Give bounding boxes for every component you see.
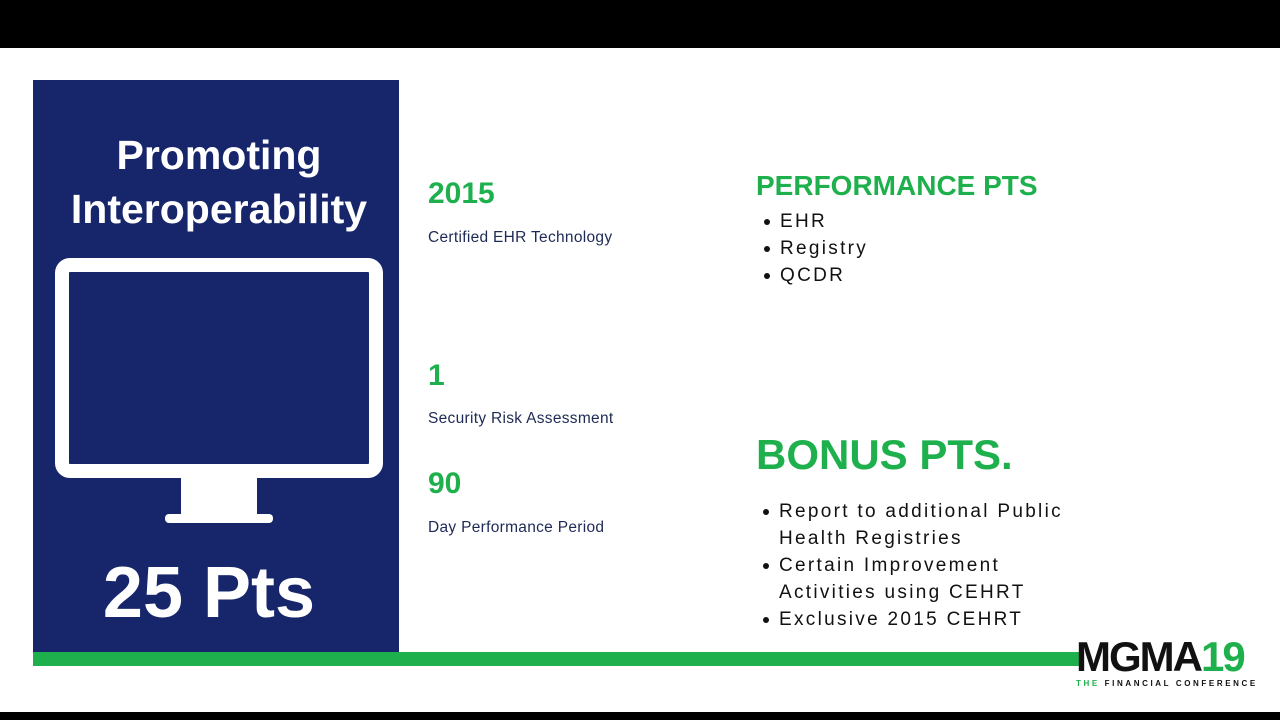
list-item: Registry (760, 235, 868, 262)
list-item: EHR (760, 208, 868, 235)
list-item: QCDR (760, 262, 868, 289)
logo-tagline-text: FINANCIAL CONFERENCE (1104, 679, 1258, 688)
performance-list (760, 208, 868, 289)
logo-text: MGMA (1076, 633, 1201, 680)
stat-label-period: Day Performance Period (428, 519, 605, 536)
list-item: Exclusive 2015 CEHRT (759, 606, 1079, 633)
logo-wordmark (1076, 634, 1244, 680)
accent-divider (33, 652, 1083, 666)
panel-title-line2: Interoperability (70, 186, 368, 232)
logo-tagline-prefix: THE (1076, 679, 1100, 688)
top-letterbox-bar (0, 0, 1280, 48)
list-item: Report to additional Public Health Registries (759, 498, 1079, 552)
stat-value-risk: 1 (428, 359, 445, 392)
bonus-heading: BONUS PTS. (756, 431, 1013, 478)
stat-value-ehr-year: 2015 (428, 177, 495, 210)
performance-heading: PERFORMANCE PTS (756, 170, 1038, 201)
stat-label-risk: Security Risk Assessment (428, 410, 614, 427)
logo-year: 19 (1200, 633, 1244, 680)
panel-title-line1: Promoting (116, 132, 322, 178)
stat-label-ehr: Certified EHR Technology (428, 229, 613, 246)
bonus-list (759, 498, 1079, 633)
stat-value-period: 90 (428, 467, 462, 500)
category-panel (33, 80, 399, 654)
panel-title (33, 128, 405, 236)
list-item: Certain Improvement Activities using CEHRT (759, 552, 1079, 606)
monitor-icon (55, 258, 385, 524)
panel-points: 25 Pts (102, 553, 316, 633)
bottom-letterbox-bar (0, 712, 1280, 720)
mgma-logo (1076, 633, 1258, 694)
logo-tagline (1076, 679, 1258, 689)
